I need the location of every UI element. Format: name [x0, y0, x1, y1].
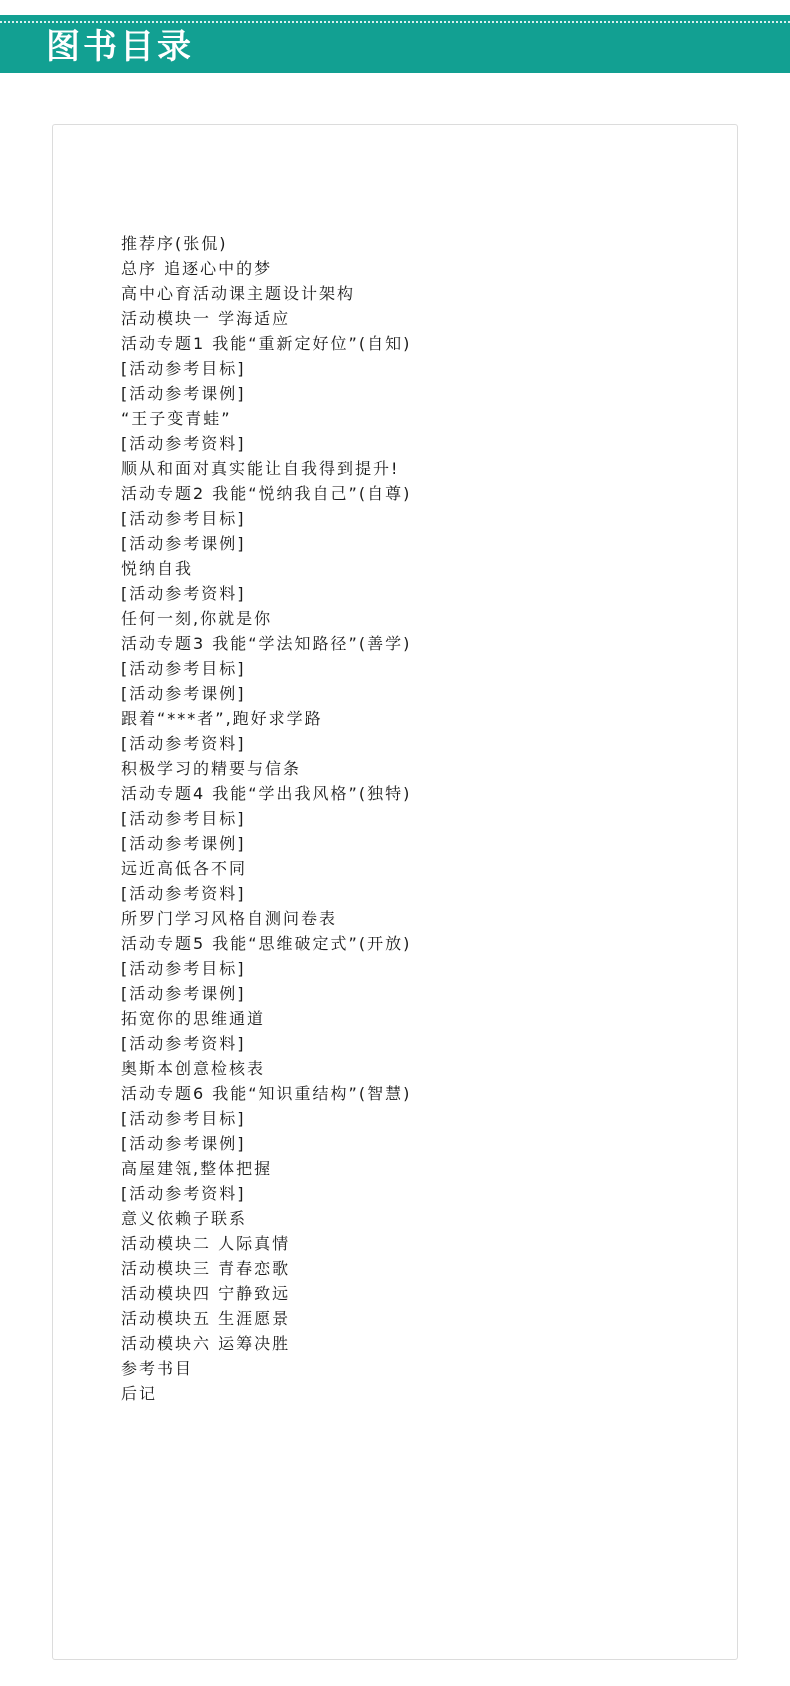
- page-title: 图书目录: [46, 27, 194, 67]
- toc-item: 远近高低各不同: [121, 859, 248, 878]
- toc-item: 活动模块二 人际真情: [121, 1234, 291, 1253]
- toc-item: 活动专题1 我能“重新定好位”(自知): [121, 334, 412, 353]
- toc-item: [活动参考资料]: [121, 434, 246, 453]
- toc-item: 活动模块四 宁静致远: [121, 1284, 291, 1303]
- toc-item: [活动参考目标]: [121, 509, 246, 528]
- toc-item: “王子变青蛙”: [121, 409, 232, 428]
- toc-item: 总序 追逐心中的梦: [121, 259, 273, 278]
- toc-item: 活动专题5 我能“思维破定式”(开放): [121, 934, 412, 953]
- toc-item: [活动参考目标]: [121, 959, 246, 978]
- header-dotted-rule: [0, 21, 790, 23]
- toc-item: 跟着“***者”,跑好求学路: [121, 709, 323, 728]
- toc-item: 活动专题2 我能“悦纳我自己”(自尊): [121, 484, 412, 503]
- toc-item: [活动参考目标]: [121, 809, 246, 828]
- toc-item: 活动模块一 学海适应: [121, 309, 291, 328]
- toc-item: [活动参考目标]: [121, 1109, 246, 1128]
- toc-item: [活动参考课例]: [121, 1134, 246, 1153]
- toc-item: [活动参考课例]: [121, 984, 246, 1003]
- toc-item: 高屋建瓴,整体把握: [121, 1159, 273, 1178]
- toc-item: 任何一刻,你就是你: [121, 609, 273, 628]
- toc-item: 活动专题6 我能“知识重结构”(智慧): [121, 1084, 412, 1103]
- toc-item: 拓宽你的思维通道: [121, 1009, 266, 1028]
- toc-item: 意义依赖子联系: [121, 1209, 248, 1228]
- toc-item: [活动参考课例]: [121, 834, 246, 853]
- toc-item: 活动专题4 我能“学出我风格”(独特): [121, 784, 412, 803]
- toc-item: [活动参考目标]: [121, 359, 246, 378]
- toc-item: 活动模块五 生涯愿景: [121, 1309, 291, 1328]
- toc-item: 活动模块三 青春恋歌: [121, 1259, 291, 1278]
- toc-item: 奥斯本创意检核表: [121, 1059, 266, 1078]
- toc-item: 高中心育活动课主题设计架构: [121, 284, 356, 303]
- toc-item: 后记: [121, 1384, 158, 1403]
- toc-item: [活动参考资料]: [121, 884, 246, 903]
- toc-list: [121, 231, 411, 1406]
- toc-item: [活动参考资料]: [121, 734, 246, 753]
- toc-item: 所罗门学习风格自测问卷表: [121, 909, 338, 928]
- header-band: [0, 15, 790, 73]
- toc-item: 活动模块六 运筹决胜: [121, 1334, 291, 1353]
- toc-item: [活动参考资料]: [121, 584, 246, 603]
- toc-item: [活动参考课例]: [121, 684, 246, 703]
- toc-item: 参考书目: [121, 1359, 194, 1378]
- toc-item: 活动专题3 我能“学法知路径”(善学): [121, 634, 412, 653]
- toc-item: [活动参考课例]: [121, 534, 246, 553]
- toc-item: 顺从和面对真实能让自我得到提升!: [121, 459, 400, 478]
- toc-item: [活动参考课例]: [121, 384, 246, 403]
- toc-item: [活动参考资料]: [121, 1184, 246, 1203]
- toc-item: [活动参考目标]: [121, 659, 246, 678]
- toc-item: [活动参考资料]: [121, 1034, 246, 1053]
- toc-item: 悦纳自我: [121, 559, 194, 578]
- toc-item: 推荐序(张侃): [121, 234, 228, 253]
- toc-item: 积极学习的精要与信条: [121, 759, 302, 778]
